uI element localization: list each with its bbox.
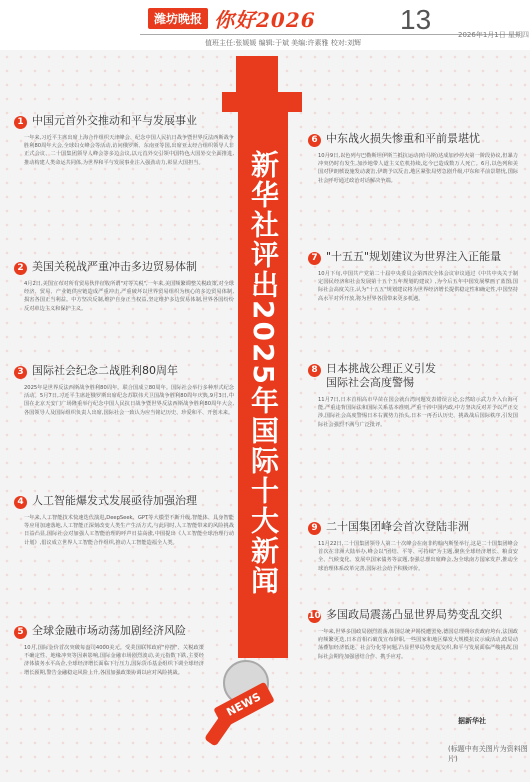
item-body: 4月2日,美国宣布对所有贸易伙伴征收所谓"对等关税",一年来,美国频繁调整关税政策,对全球经济、贸易、产业链供应链造成严重冲击,严重破坏以世界贸易组织为核心的多边贸易体制,损害各国正当利益。中方坚决反制,维护自身正当权益,坚定维护多边贸易体制,世界各国纷纷反对单边主义和保护主义。 [24, 281, 234, 312]
item-body: 一年来,习近平主席出席上海合作组织天津峰会、纪念中国人民抗日战争暨世界反法西斯战争胜利80周年大会,全球妇女峰会等活动,访问俄罗斯、东南亚等国,出席亚太经合组织领导人非正式会议、二十国集团领导人峰会等多边会议,以元首外交引领中国特色大国外交全面推进,推动构建人类命运共同体,为世界和平与发展事业注入强劲动力,彰显大国担当。 [24, 135, 234, 166]
item-title: 国际社会纪念二战胜利80周年 [32, 364, 178, 377]
news-source: 据新华社 [458, 717, 486, 725]
item-body: 一年来,世界多国政局剧烈震荡,韩国总统尹锡悦遭罢免,德国总理朔尔茨政府垮台,法国政府频繁更迭,日本首相石破茂宣布辞职,一些国家和地区爆发大规模抗议示威活动,政局动荡叠加经济低迷、社会分化等问题,凸显世界局势变乱交织,和平与发展面临严峻挑战,国际社会期待加强团结合作、携手应对。 [318, 629, 518, 660]
item-body: 10月下旬,中国共产党第二十届中央委员会第四次全体会议审议通过《中共中央关于制定国民经济和社会发展第十五个五年规划的建议》,为今后五年中国发展擘画了蓝图,国际社会高度关注,认为"十五五"规划建议将为世界经济增长提供稳定性和确定性,中国坚持高水平对外开放,将为世界各国带来更多机遇。 [318, 271, 519, 302]
item-number: 7 [308, 252, 321, 265]
brand-name: 潍坊晚报 [148, 8, 208, 29]
item-title: 中国元首外交推动和平与发展事业 [32, 114, 197, 127]
issue-date: 2026年1月1日 星期四 [458, 31, 529, 39]
item-title: 全球金融市场动荡加剧经济风险 [32, 624, 186, 637]
item-body: 2025年是世界反法西斯战争胜利80周年。联合国成立80周年。国际社会举行多种形式纪念活动。5月7日,习近平主席赴俄罗斯出席纪念苏联伟大卫国战争胜利80周年庆典,9月3日,中国在北京天安门广场隆重举行纪念中国人民抗日战争暨世界反法西斯战争胜利80周年大会,各国领导人及国际组织负责人出席,国际社会一致认为应当铭记历史、珍爱和平、开创未来。 [24, 385, 234, 416]
item-title: "十五五"规划建议为世界注入正能量 [326, 250, 502, 263]
item-body: 10月9日,以色列与巴勒斯坦伊斯兰抵抗运动(哈马斯)达成加沙停火第一阶段协议,但暴力冲突仍时有发生,加沙地带人道主义危机持续,迄今已造成数万人死亡。6月,以色列和美国对伊朗核设施发动袭击,伊朗予以反击,地区紧张局势急剧升级,中东和平前景堪忧,国际社会呼吁通过政治对话解决争端。 [318, 153, 518, 184]
item-title: 多国政局震荡凸显世界局势变乱交织 [326, 608, 502, 621]
page-number: 13 [400, 4, 432, 35]
item-number: 2 [14, 262, 27, 275]
item-body: 10月,国际金价首次突破每盎司4000美元。受美国联邦政府"停摆"、关税政策不确定性、地缘冲突等因素影响,国际金融市场剧烈波动,美元指数下跌,主要经济体债务水平高企,全球经济增长面临下行压力,国际货币基金组织下调全球经济增长预期,警告金融稳定风险上升,各国加强政策协调以应对风险挑战。 [24, 645, 204, 676]
item-number: 10 [308, 611, 321, 621]
footer-note: (标题中有关图片为资料图片) [448, 745, 528, 763]
item-number: 6 [308, 134, 321, 147]
item-title: 美国关税战严重冲击多边贸易体制 [32, 260, 197, 273]
item-number: 8 [308, 364, 321, 377]
item-body: 11月22日,二十国集团领导人第二十次峰会在南非约翰内斯堡举行,这是二十国集团峰会首次在非洲大陆举办,峰会以"团结、平等、可持续"为主题,聚焦全球经济增长、粮食安全、气候变化、发展中国家债务等议题,李强总理出席峰会,为全球南方国家发声,推动全球治理体系改革完善,国际社会给予积极评价。 [318, 541, 518, 572]
item-title: 二十国集团峰会首次登陆非洲 [326, 520, 469, 533]
slogan: 你好2026 [214, 7, 316, 32]
item-number: 4 [14, 496, 27, 509]
item-title: 日本挑战公理正义引发国际社会高度警惕 [326, 362, 436, 389]
editor-credits: 值班主任:张媛媛 编辑:于斌 美编:许素雅 校对:刘辉 [205, 39, 362, 47]
item-number: 9 [308, 522, 321, 535]
masthead-logo [148, 6, 316, 30]
item-body: 11月7日,日本首相高市早苗在国会就台湾问题发表错误言论,公然暗示武力介入台海可能,严重违背国际法和国际关系基本准则,严重干涉中国内政,中方坚决反对并予以严正交涉,国际社会高度警惕日本右翼势力抬头,日本一再否认历史、挑战战后国际秩序,引发国际社会强烈不满与广泛批评。 [318, 397, 518, 428]
microphone-icon [205, 660, 263, 740]
headline: 新华社评出2025年国际十大新闻 [247, 150, 280, 596]
item-number: 1 [14, 116, 27, 129]
item-body: 一年来,人工智能技术快速迭代演进,DeepSeek、GPT等大模型不断升级,智能体、具身智能等应用加速落地,人工智能正深刻改变人类生产生活方式,与此同时,人工智能带来的风险挑战日益凸显,国际社会对加强人工智能治理的呼声日益高涨,中国提出《人工智能全球治理行动计划》,倡议成立世界人工智能合作组织,推动人工智能造福全人类。 [24, 515, 234, 546]
page-header [0, 0, 530, 50]
item-title: 中东战火损失惨重和平前景堪忧 [326, 132, 480, 145]
item-number: 5 [14, 626, 27, 639]
item-number: 3 [14, 366, 27, 379]
item-title: 人工智能爆发式发展亟待加强治理 [32, 494, 197, 507]
news-label: NEWS [213, 682, 275, 729]
